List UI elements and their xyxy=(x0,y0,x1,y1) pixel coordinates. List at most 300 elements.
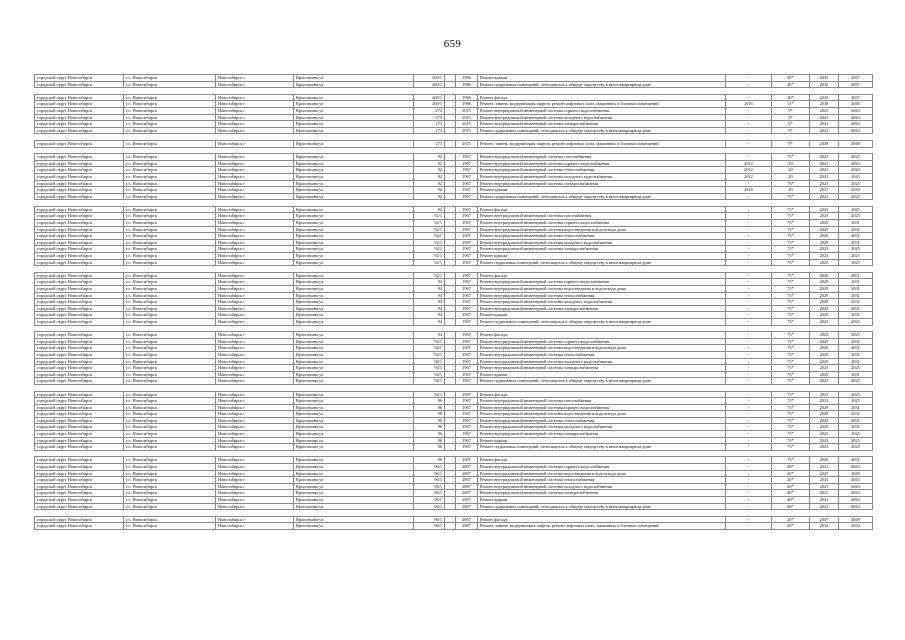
cell-empty xyxy=(294,147,414,154)
cell-district: городской округ Новосибирск xyxy=(35,457,124,464)
cell-work: Ремонт фасада xyxy=(478,391,726,398)
cell-empty xyxy=(445,345,456,352)
table-row xyxy=(35,338,873,345)
cell-year-built: 1967 xyxy=(456,411,478,418)
cell-year-built: 1967 xyxy=(456,391,478,398)
cell-year-built: 2015 xyxy=(456,121,478,128)
cell-locality: Новосибирск г xyxy=(216,279,294,286)
cell-house: 94 xyxy=(414,318,445,325)
cell-work: Ремонт, замена, модернизация лифтов, ремонт лифтовых шахт, машинных и блочных помещений xyxy=(478,523,726,530)
cell-house: 273 xyxy=(414,127,445,134)
cell-cost: 73* xyxy=(772,345,810,352)
cell-cost: 73* xyxy=(772,411,810,418)
cell-cost: 73* xyxy=(772,417,810,424)
cell-area: - xyxy=(726,391,772,398)
cell-empty xyxy=(445,503,456,510)
cell-start: 2029 xyxy=(810,299,839,306)
cell-empty xyxy=(294,200,414,207)
cell-cost: 48* xyxy=(772,94,810,101)
cell-start: 2023 xyxy=(810,154,839,161)
cell-okrug: г.о. Новосибирск xyxy=(124,391,216,398)
cell-street: Кропоткина ул xyxy=(294,75,414,82)
cell-cost: 20* xyxy=(772,483,810,490)
cell-district: городской округ Новосибирск xyxy=(35,338,124,345)
cell-area: 2012 xyxy=(726,173,772,180)
cell-house: 96/1 xyxy=(414,483,445,490)
cell-work: Ремонт внутридомовой инженерной системы газоснабжения xyxy=(478,154,726,161)
cell-empty xyxy=(445,510,456,517)
cell-year-built: 2007 xyxy=(456,470,478,477)
cell-street: Кропоткина ул xyxy=(294,523,414,530)
cell-district: городской округ Новосибирск xyxy=(35,140,124,147)
cell-house: 92 xyxy=(414,180,445,187)
cell-year-built: 1967 xyxy=(456,226,478,233)
cell-area: - xyxy=(726,312,772,319)
cell-district: городской округ Новосибирск xyxy=(35,246,124,253)
cell-start: 2041 xyxy=(810,167,839,174)
cell-year-built: 1967 xyxy=(456,332,478,339)
cell-end: 2031 xyxy=(839,292,873,299)
cell-empty xyxy=(456,88,478,95)
cell-district: городской округ Новосибирск xyxy=(35,424,124,431)
cell-street: Кропоткина ул xyxy=(294,437,414,444)
cell-district: городской округ Новосибирск xyxy=(35,351,124,358)
table-row xyxy=(35,404,873,411)
cell-okrug: г.о. Новосибирск xyxy=(124,259,216,266)
cell-end: 2031 xyxy=(839,351,873,358)
table-row xyxy=(35,444,873,451)
cell-year-built: 1967 xyxy=(456,160,478,167)
cell-empty xyxy=(478,200,726,207)
cell-area: - xyxy=(726,497,772,504)
cell-start: 2032 xyxy=(810,523,839,530)
cell-street: Кропоткина ул xyxy=(294,332,414,339)
cell-work: Ремонт внутридомовой инженерной системы электроснабжения xyxy=(478,121,726,128)
spacer-row xyxy=(35,510,873,517)
cell-locality: Новосибирск г xyxy=(216,101,294,108)
cell-empty xyxy=(456,200,478,207)
cell-street: Кропоткина ул xyxy=(294,286,414,293)
cell-district: городской округ Новосибирск xyxy=(35,411,124,418)
cell-end: 2025 xyxy=(839,391,873,398)
cell-street: Кропоткина ул xyxy=(294,457,414,464)
cell-cost: 73* xyxy=(772,365,810,372)
cell-year-built: 1967 xyxy=(456,371,478,378)
cell-end: 2043 xyxy=(839,114,873,121)
cell-area: - xyxy=(726,351,772,358)
cell-empty xyxy=(216,450,294,457)
cell-district: городской округ Новосибирск xyxy=(35,107,124,114)
cell-empty xyxy=(445,411,456,418)
cell-empty xyxy=(35,384,124,391)
table-row xyxy=(35,279,873,286)
cell-empty xyxy=(445,358,456,365)
cell-street: Кропоткина ул xyxy=(294,167,414,174)
cell-house: 92/1 xyxy=(414,239,445,246)
spacer-row xyxy=(35,200,873,207)
cell-locality: Новосибирск г xyxy=(216,286,294,293)
cell-house: 273 xyxy=(414,114,445,121)
cell-end: 2043 xyxy=(839,464,873,471)
cell-empty xyxy=(445,88,456,95)
cell-house: 92 xyxy=(414,160,445,167)
cell-end: 2043 xyxy=(839,483,873,490)
cell-year-built: 1967 xyxy=(456,213,478,220)
cell-end: 2025 xyxy=(839,206,873,213)
cell-cost: 73* xyxy=(772,246,810,253)
table-row xyxy=(35,154,873,161)
cell-street: Кропоткина ул xyxy=(294,431,414,438)
cell-work: Ремонт внутридомовой инженерной системы холодного водоснабжения xyxy=(478,239,726,246)
cell-empty xyxy=(445,365,456,372)
cell-locality: Новосибирск г xyxy=(216,437,294,444)
cell-house: 92/1 xyxy=(414,253,445,260)
cell-work: Ремонт внутридомовой инженерной системы теплоснабжения xyxy=(478,167,726,174)
table-row xyxy=(35,351,873,358)
cell-empty xyxy=(445,220,456,227)
cell-house: 94 xyxy=(414,292,445,299)
cell-cost: 9* xyxy=(772,107,810,114)
cell-okrug: г.о. Новосибирск xyxy=(124,523,216,530)
cell-year-built: 1986 xyxy=(456,101,478,108)
cell-start: 2029 xyxy=(810,305,839,312)
cell-area: - xyxy=(726,94,772,101)
cell-locality: Новосибирск г xyxy=(216,226,294,233)
cell-area: - xyxy=(726,226,772,233)
cell-empty xyxy=(445,431,456,438)
cell-okrug: г.о. Новосибирск xyxy=(124,477,216,484)
cell-empty xyxy=(726,88,772,95)
spacer-row xyxy=(35,325,873,332)
cell-start: 2023 xyxy=(810,332,839,339)
cell-empty xyxy=(445,516,456,523)
cell-year-built: 1967 xyxy=(456,272,478,279)
cell-locality: Новосибирск г xyxy=(216,490,294,497)
cell-cost: 73* xyxy=(772,253,810,260)
cell-area: - xyxy=(726,292,772,299)
cell-okrug: г.о. Новосибирск xyxy=(124,345,216,352)
cell-area: - xyxy=(726,206,772,213)
cell-area: - xyxy=(726,154,772,161)
cell-street: Кропоткина ул xyxy=(294,279,414,286)
cell-district: городской округ Новосибирск xyxy=(35,444,124,451)
cell-house: 269/1 xyxy=(414,81,445,88)
cell-okrug: г.о. Новосибирск xyxy=(124,253,216,260)
cell-work: Ремонт подвальных помещений, относящихся к общему имуществу в многоквартирном доме xyxy=(478,378,726,385)
cell-cost: 73* xyxy=(772,206,810,213)
cell-work: Ремонт подвальных помещений, относящихся к общему имуществу в многоквартирном доме xyxy=(478,318,726,325)
cell-district: городской округ Новосибирск xyxy=(35,127,124,134)
cell-okrug: г.о. Новосибирск xyxy=(124,318,216,325)
cell-area: - xyxy=(726,213,772,220)
cell-street: Кропоткина ул xyxy=(294,220,414,227)
cell-locality: Новосибирск г xyxy=(216,220,294,227)
cell-empty xyxy=(414,325,445,332)
cell-house: 96 xyxy=(414,431,445,438)
cell-house: 92/1 xyxy=(414,220,445,227)
cell-okrug: г.о. Новосибирск xyxy=(124,457,216,464)
cell-house: 94 xyxy=(414,312,445,319)
cell-district: городской округ Новосибирск xyxy=(35,286,124,293)
cell-cost: 73* xyxy=(772,226,810,233)
cell-okrug: г.о. Новосибирск xyxy=(124,226,216,233)
table-row xyxy=(35,114,873,121)
cell-house: 96 xyxy=(414,444,445,451)
cell-area: - xyxy=(726,464,772,471)
cell-street: Кропоткина ул xyxy=(294,470,414,477)
cell-cost: 73* xyxy=(772,220,810,227)
cell-cost: 9* xyxy=(772,114,810,121)
cell-end: 2043 xyxy=(839,497,873,504)
cell-locality: Новосибирск г xyxy=(216,81,294,88)
cell-house: 92 xyxy=(414,193,445,200)
cell-empty xyxy=(726,266,772,273)
cell-year-built: 1967 xyxy=(456,417,478,424)
cell-district: городской округ Новосибирск xyxy=(35,173,124,180)
cell-locality: Новосибирск г xyxy=(216,305,294,312)
table-row xyxy=(35,187,873,194)
cell-okrug: г.о. Новосибирск xyxy=(124,160,216,167)
cell-house: 94 xyxy=(414,305,445,312)
cell-area: - xyxy=(726,516,772,523)
cell-area: - xyxy=(726,305,772,312)
cell-locality: Новосибирск г xyxy=(216,193,294,200)
cell-empty xyxy=(839,266,873,273)
cell-empty xyxy=(839,147,873,154)
cell-district: городской округ Новосибирск xyxy=(35,318,124,325)
cell-empty xyxy=(772,200,810,207)
cell-locality: Новосибирск г xyxy=(216,398,294,405)
cell-work: Ремонт внутридомовой инженерной системы водоотведения и водоотвода дома xyxy=(478,470,726,477)
cell-locality: Новосибирск г xyxy=(216,299,294,306)
cell-house: 94 xyxy=(414,299,445,306)
cell-okrug: г.о. Новосибирск xyxy=(124,127,216,134)
cell-work: Ремонт подвальных помещений, относящихся к общему имуществу в многоквартирном доме xyxy=(478,444,726,451)
cell-street: Кропоткина ул xyxy=(294,424,414,431)
cell-end: 2037 xyxy=(839,94,873,101)
cell-end: 2031 xyxy=(839,239,873,246)
cell-year-built: 1967 xyxy=(456,167,478,174)
cell-start: 2029 xyxy=(810,279,839,286)
cell-locality: Новосибирск г xyxy=(216,391,294,398)
cell-locality: Новосибирск г xyxy=(216,173,294,180)
cell-cost: 11* xyxy=(772,101,810,108)
cell-cost: 73* xyxy=(772,431,810,438)
cell-start: 2023 xyxy=(810,318,839,325)
cell-area: - xyxy=(726,140,772,147)
cell-empty xyxy=(445,246,456,253)
cell-house: 96/1 xyxy=(414,490,445,497)
cell-okrug: г.о. Новосибирск xyxy=(124,233,216,240)
cell-okrug: г.о. Новосибирск xyxy=(124,272,216,279)
cell-locality: Новосибирск г xyxy=(216,358,294,365)
cell-empty xyxy=(445,371,456,378)
cell-end: 2025 xyxy=(839,253,873,260)
spacer-row xyxy=(35,147,873,154)
cell-empty xyxy=(726,325,772,332)
cell-district: городской округ Новосибирск xyxy=(35,483,124,490)
cell-end: 2025 xyxy=(839,318,873,325)
cell-empty xyxy=(124,147,216,154)
cell-start: 2029 xyxy=(810,345,839,352)
table-row xyxy=(35,483,873,490)
cell-start: 2029 xyxy=(810,220,839,227)
cell-area: - xyxy=(726,523,772,530)
cell-work: Ремонт фасада xyxy=(478,272,726,279)
cell-area: - xyxy=(726,503,772,510)
cell-empty xyxy=(810,147,839,154)
cell-empty xyxy=(839,450,873,457)
cell-area: - xyxy=(726,431,772,438)
cell-locality: Новосибирск г xyxy=(216,246,294,253)
cell-district: городской округ Новосибирск xyxy=(35,332,124,339)
cell-end: 2025 xyxy=(839,332,873,339)
cell-end: 2031 xyxy=(839,305,873,312)
cell-street: Кропоткина ул xyxy=(294,94,414,101)
cell-district: городской округ Новосибирск xyxy=(35,187,124,194)
cell-district: городской округ Новосибирск xyxy=(35,167,124,174)
cell-street: Кропоткина ул xyxy=(294,490,414,497)
cell-area: - xyxy=(726,318,772,325)
cell-end: 2031 xyxy=(839,233,873,240)
cell-work: Ремонт внутридомовой инженерной системы горячего водоснабжения xyxy=(478,338,726,345)
cell-end: 2031 xyxy=(839,345,873,352)
cell-street: Кропоткина ул xyxy=(294,127,414,134)
cell-year-built: 2007 xyxy=(456,497,478,504)
cell-district: городской округ Новосибирск xyxy=(35,220,124,227)
cell-start: 2029 xyxy=(810,233,839,240)
cell-locality: Новосибирск г xyxy=(216,404,294,411)
cell-empty xyxy=(445,391,456,398)
cell-start: 2047 xyxy=(810,516,839,523)
table-row xyxy=(35,253,873,260)
cell-cost: 73* xyxy=(772,351,810,358)
cell-locality: Новосибирск г xyxy=(216,154,294,161)
cell-empty xyxy=(445,305,456,312)
cell-okrug: г.о. Новосибирск xyxy=(124,404,216,411)
cell-year-built: 2015 xyxy=(456,114,478,121)
cell-work: Ремонт внутридомовой инженерной системы холодного водоснабжения xyxy=(478,114,726,121)
cell-okrug: г.о. Новосибирск xyxy=(124,365,216,372)
cell-work: Ремонт подвальных помещений, относящихся к общему имуществу в многоквартирном доме xyxy=(478,81,726,88)
cell-empty xyxy=(772,325,810,332)
table-row xyxy=(35,417,873,424)
cell-okrug: г.о. Новосибирск xyxy=(124,398,216,405)
cell-street: Кропоткина ул xyxy=(294,497,414,504)
cell-district: городской округ Новосибирск xyxy=(35,305,124,312)
table-row xyxy=(35,424,873,431)
cell-empty xyxy=(445,259,456,266)
cell-work: Ремонт подвальных помещений, относящихся к общему имуществу в многоквартирном доме xyxy=(478,259,726,266)
table-row xyxy=(35,411,873,418)
table-row xyxy=(35,365,873,372)
cell-house: 94 xyxy=(414,332,445,339)
cell-area: - xyxy=(726,81,772,88)
cell-work: Ремонт крыши xyxy=(478,437,726,444)
cell-district: городской округ Новосибирск xyxy=(35,292,124,299)
cell-street: Кропоткина ул xyxy=(294,180,414,187)
cell-empty xyxy=(726,200,772,207)
cell-area: - xyxy=(726,332,772,339)
cell-empty xyxy=(216,510,294,517)
cell-district: городской округ Новосибирск xyxy=(35,75,124,82)
cell-okrug: г.о. Новосибирск xyxy=(124,417,216,424)
cell-area: - xyxy=(726,424,772,431)
cell-empty xyxy=(445,81,456,88)
table-row xyxy=(35,318,873,325)
cell-empty xyxy=(772,510,810,517)
cell-locality: Новосибирск г xyxy=(216,365,294,372)
cell-locality: Новосибирск г xyxy=(216,345,294,352)
cell-locality: Новосибирск г xyxy=(216,253,294,260)
cell-empty xyxy=(445,523,456,530)
cell-street: Кропоткина ул xyxy=(294,292,414,299)
cell-street: Кропоткина ул xyxy=(294,391,414,398)
cell-area: - xyxy=(726,483,772,490)
cell-end: 2049 xyxy=(839,516,873,523)
cell-start: 2023 xyxy=(810,246,839,253)
cell-empty xyxy=(414,384,445,391)
table-row xyxy=(35,121,873,128)
cell-empty xyxy=(772,147,810,154)
page-number: 659 xyxy=(443,38,462,50)
cell-end: 2031 xyxy=(839,457,873,464)
cell-district: городской округ Новосибирск xyxy=(35,365,124,372)
cell-okrug: г.о. Новосибирск xyxy=(124,279,216,286)
cell-year-built: 1967 xyxy=(456,220,478,227)
cell-work: Ремонт внутридомовой инженерной системы водоотведения и водоотвода дома xyxy=(478,411,726,418)
cell-house: 94 xyxy=(414,286,445,293)
cell-house: 92 xyxy=(414,173,445,180)
cell-empty xyxy=(445,279,456,286)
spacer-row xyxy=(35,384,873,391)
cell-start: 2041 xyxy=(810,503,839,510)
cell-empty xyxy=(478,450,726,457)
cell-start: 2029 xyxy=(810,286,839,293)
cell-year-built: 2007 xyxy=(456,516,478,523)
cell-end: 2025 xyxy=(839,444,873,451)
cell-work: Ремонт фасада xyxy=(478,206,726,213)
cell-year-built: 1967 xyxy=(456,180,478,187)
cell-year-built: 1967 xyxy=(456,318,478,325)
cell-year-built: 1967 xyxy=(456,351,478,358)
cell-okrug: г.о. Новосибирск xyxy=(124,371,216,378)
cell-area: - xyxy=(726,411,772,418)
cell-district: городской округ Новосибирск xyxy=(35,378,124,385)
cell-area: - xyxy=(726,490,772,497)
cell-okrug: г.о. Новосибирск xyxy=(124,378,216,385)
table-row xyxy=(35,299,873,306)
cell-house: 96/1 xyxy=(414,477,445,484)
cell-district: городской округ Новосибирск xyxy=(35,464,124,471)
cell-empty xyxy=(445,351,456,358)
cell-cost: 73* xyxy=(772,457,810,464)
cell-okrug: г.о. Новосибирск xyxy=(124,312,216,319)
table-row xyxy=(35,431,873,438)
table-row xyxy=(35,358,873,365)
cell-house: 94/1 xyxy=(414,365,445,372)
cell-locality: Новосибирск г xyxy=(216,140,294,147)
cell-year-built: 1967 xyxy=(456,424,478,431)
cell-start: 2023 xyxy=(810,398,839,405)
spacer-row xyxy=(35,266,873,273)
cell-start: 2041 xyxy=(810,127,839,134)
cell-district: городской округ Новосибирск xyxy=(35,213,124,220)
table-row xyxy=(35,226,873,233)
cell-work: Ремонт крыши xyxy=(478,497,726,504)
cell-empty xyxy=(810,200,839,207)
table-row xyxy=(35,107,873,114)
